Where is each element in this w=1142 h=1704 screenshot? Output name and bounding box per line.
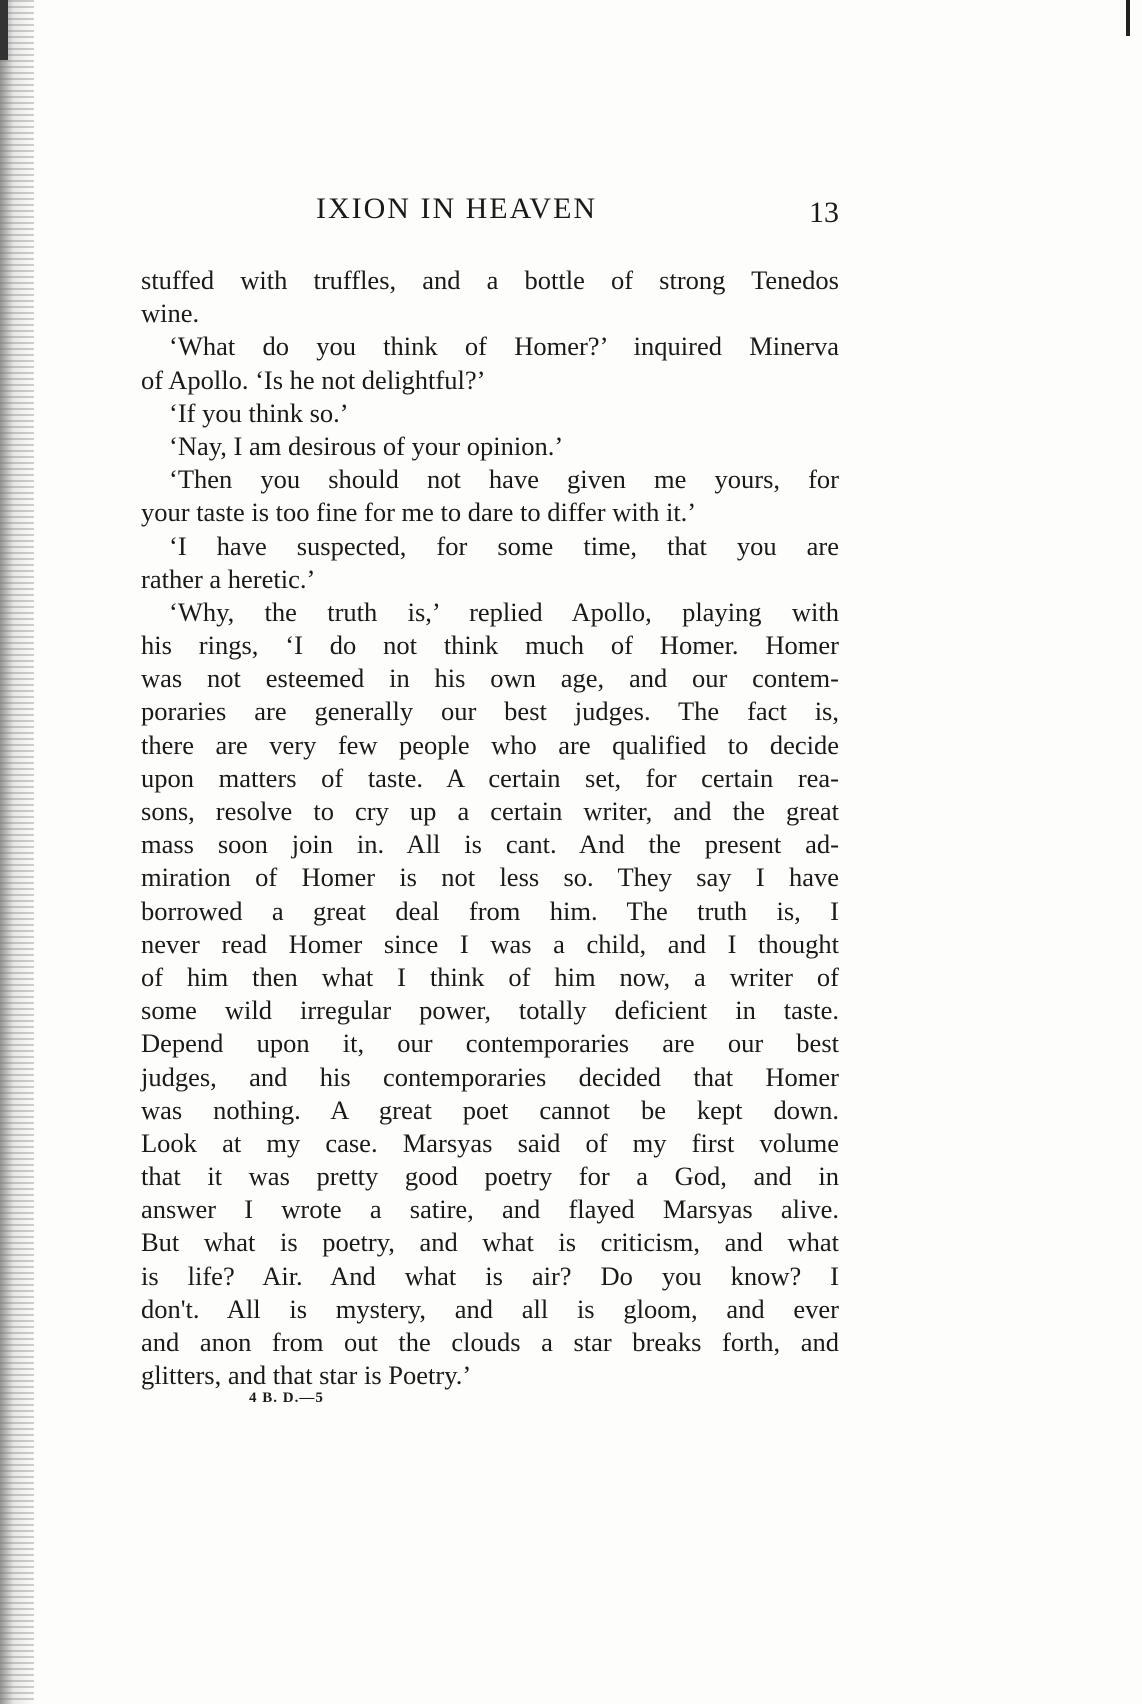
body-text xyxy=(141,264,839,1392)
text-line: and anon from out the clouds a star breaks forth, and xyxy=(141,1327,839,1357)
page-number: 13 xyxy=(809,196,839,229)
text-line: But what is poetry, and what is criticism, and what xyxy=(141,1227,839,1258)
text-line: Depend upon it, our contemporaries are our best xyxy=(141,1028,839,1059)
scan-edge-mark xyxy=(0,0,8,60)
text-line: upon matters of taste. A certain set, for certain rea- xyxy=(141,762,839,793)
text-line: is life? Air. And what is air? Do you know? I xyxy=(141,1260,839,1291)
text-line: stuffed with truffles, and a bottle of strong Tenedos xyxy=(141,265,839,295)
text-line: your taste is too fine for me to dare to differ with it.’ xyxy=(141,497,697,528)
text-line: ‘What do you think of Homer?’ inquired Minerva xyxy=(169,331,839,362)
running-title: IXION IN HEAVEN xyxy=(316,192,598,225)
text-line: Look at my case. Marsyas said of my first volume xyxy=(141,1127,839,1158)
text-line: borrowed a great deal from him. The truth is, I xyxy=(141,895,839,926)
signature-mark: 4 B. D.—5 xyxy=(249,1390,324,1406)
text-line: judges, and his contemporaries decided that Homer xyxy=(141,1061,839,1092)
text-line: wine. xyxy=(141,298,200,329)
text-line: answer I wrote a satire, and flayed Marsyas alive. xyxy=(141,1194,839,1225)
text-line: ‘Why, the truth is,’ replied Apollo, playing with xyxy=(169,596,839,627)
text-line: of Apollo. ‘Is he not delightful?’ xyxy=(141,364,486,395)
scan-edge-mark-right xyxy=(1126,0,1130,36)
text-line: ‘Then you should not have given me yours, for xyxy=(169,464,839,495)
text-line: there are very few people who are qualified to decide xyxy=(141,729,839,760)
text-line: some wild irregular power, totally deficient in taste. xyxy=(141,995,839,1026)
text-line: ‘I have suspected, for some time, that you are xyxy=(169,530,839,561)
text-line: was not esteemed in his own age, and our contem- xyxy=(141,663,839,694)
page-header xyxy=(141,192,839,232)
scan-binding-shadow xyxy=(0,0,34,1704)
text-line: ‘If you think so.’ xyxy=(169,397,349,428)
text-line: glitters, and that star is Poetry.’ xyxy=(141,1360,472,1391)
text-line: never read Homer since I was a child, and I thought xyxy=(141,928,839,959)
text-line: was nothing. A great poet cannot be kept down. xyxy=(141,1094,839,1125)
text-line: miration of Homer is not less so. They say I have xyxy=(141,862,839,893)
text-line: his rings, ‘I do not think much of Homer. Homer xyxy=(141,630,839,661)
text-line: mass soon join in. All is cant. And the present ad- xyxy=(141,829,839,860)
text-line: ‘Nay, I am desirous of your opinion.’ xyxy=(169,430,564,461)
text-line: sons, resolve to cry up a certain writer, and the great xyxy=(141,796,839,826)
text-line: that it was pretty good poetry for a God, and in xyxy=(141,1161,839,1192)
text-line: of him then what I think of him now, a writer of xyxy=(141,961,839,992)
text-line: rather a heretic.’ xyxy=(141,563,316,594)
text-line: don't. All is mystery, and all is gloom, and ever xyxy=(141,1293,839,1324)
text-line: poraries are generally our best judges. The fact is, xyxy=(141,696,839,727)
